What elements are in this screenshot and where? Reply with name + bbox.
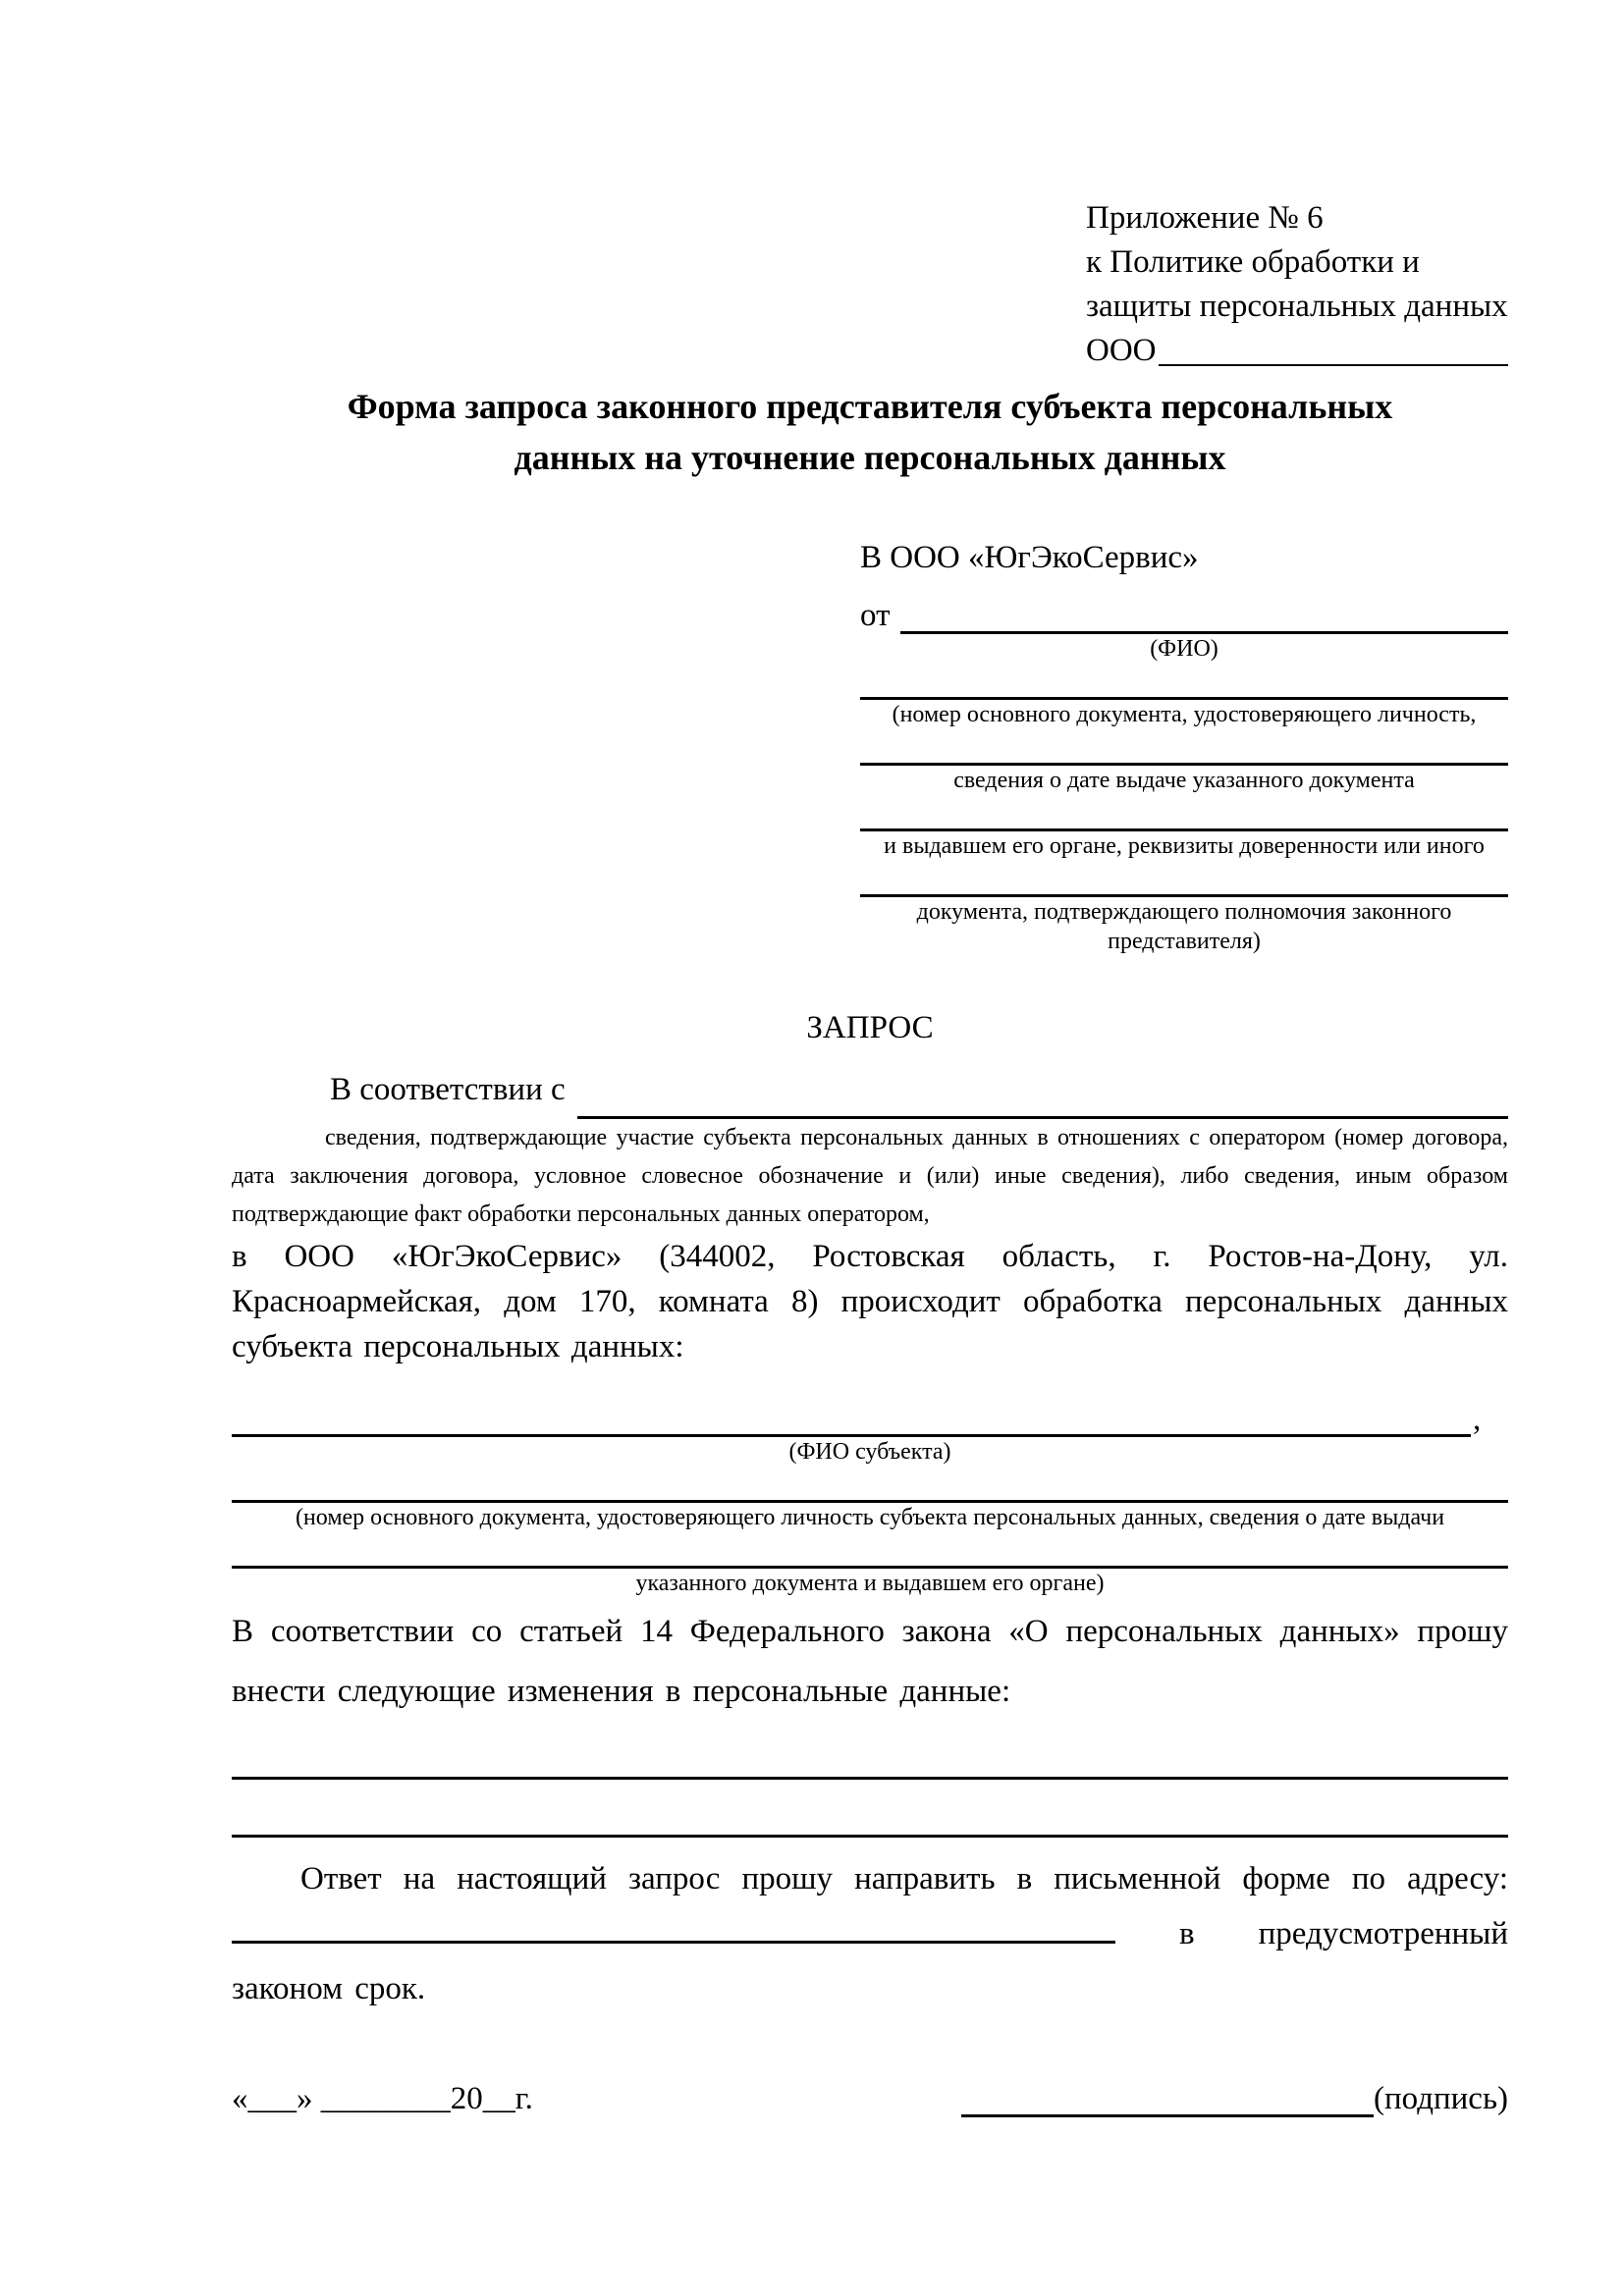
footer-row: [232, 2079, 1508, 2117]
issuing-authority-line[interactable]: [860, 795, 1508, 831]
article-paragraph: В соответствии со статьей 14 Федерального закона «О персональных данных» прошу внести следующие изменения в персональные данные:: [232, 1614, 1508, 1709]
appendix-line-2: к Политике обработки и: [1086, 244, 1420, 280]
addressee-block: [860, 540, 1508, 956]
appendix-header: [1086, 196, 1508, 373]
ooo-row: [1086, 329, 1508, 373]
date-blank[interactable]: «___» ________20__г.: [232, 2081, 533, 2116]
issuing-authority-caption: и выдавшем его органе, реквизиты доверенности или иного: [884, 833, 1485, 859]
doc-issue-date-line[interactable]: [860, 729, 1508, 766]
subject-doc-line-1[interactable]: [232, 1467, 1508, 1503]
answer-text-post: в предусмотренный законом срок.: [232, 1916, 1508, 2006]
appendix-line-3: защиты персональных данных: [1086, 289, 1508, 324]
accordance-basis-line[interactable]: [577, 1073, 1508, 1119]
changes-line-2[interactable]: [232, 1780, 1508, 1838]
authority-doc-line[interactable]: [860, 861, 1508, 897]
addressee-organization: В ООО «ЮгЭкоСервис»: [860, 540, 1199, 575]
signature-line[interactable]: [961, 2079, 1374, 2117]
answer-text-pre: Ответ на настоящий запрос прошу направить в письменной форме по адресу:: [300, 1861, 1508, 1896]
operator-paragraph: в ООО «ЮгЭкоСервис» (344002, Ростовская область, г. Ростов-на-Дону, ул. Красноармейская, дом 170, комната 8) происходит обработка персональных данных субъекта персональных данных:: [232, 1239, 1508, 1364]
subject-fio-caption: (ФИО субъекта): [788, 1439, 951, 1465]
request-heading: ЗАПРОС: [806, 1010, 934, 1045]
ooo-label: ООО: [1086, 333, 1157, 368]
representative-doc-number-line[interactable]: [860, 664, 1508, 700]
fio-caption: (ФИО): [1150, 636, 1218, 662]
ooo-blank-line[interactable]: [1159, 335, 1509, 366]
reply-address-line[interactable]: [232, 1911, 1115, 1944]
representative-fio-line[interactable]: [900, 594, 1509, 634]
subject-row: [232, 1395, 1508, 1437]
signature-group: [961, 2079, 1508, 2117]
appendix-line-1: Приложение № 6: [1086, 200, 1324, 236]
form-title: [232, 381, 1508, 483]
authority-doc-caption: документа, подтверждающего полномочия законного представителя): [916, 899, 1452, 954]
form-title-line-1: Форма запроса законного представителя субъекта персональных: [347, 387, 1393, 426]
subject-fio-line[interactable]: [232, 1395, 1471, 1437]
changes-line-1[interactable]: [232, 1722, 1508, 1780]
from-label: от: [860, 598, 891, 633]
accordance-row: [232, 1060, 1508, 1119]
subject-doc-line-2[interactable]: [232, 1532, 1508, 1569]
doc-issue-date-caption: сведения о дате выдаче указанного документа: [953, 768, 1415, 793]
form-title-line-2: данных на уточнение персональных данных: [514, 438, 1226, 477]
subject-doc-caption-2: указанного документа и выдавшем его органе): [635, 1571, 1105, 1596]
subject-doc-caption-1: (номер основного документа, удостоверяющего личность субъекта персональных данных, сведения о дате выдачи: [295, 1505, 1445, 1530]
footnote-text: сведения, подтверждающие участие субъекта персональных данных в отношениях с оператором (номер договора, дата заключения договора, условное словесное обозначение и (или) иные сведения), либо сведения, иным образом подтверждающие факт обработки персональных данных оператором,: [232, 1125, 1508, 1227]
doc-number-caption: (номер основного документа, удостоверяющего личность,: [892, 702, 1477, 727]
answer-paragraph: [232, 1851, 1508, 2016]
accordance-label: В соответствии с: [330, 1072, 566, 1107]
signature-caption: (подпись): [1374, 2081, 1508, 2116]
from-row: [860, 594, 1508, 634]
subject-line-comma: ,: [1473, 1402, 1482, 1437]
